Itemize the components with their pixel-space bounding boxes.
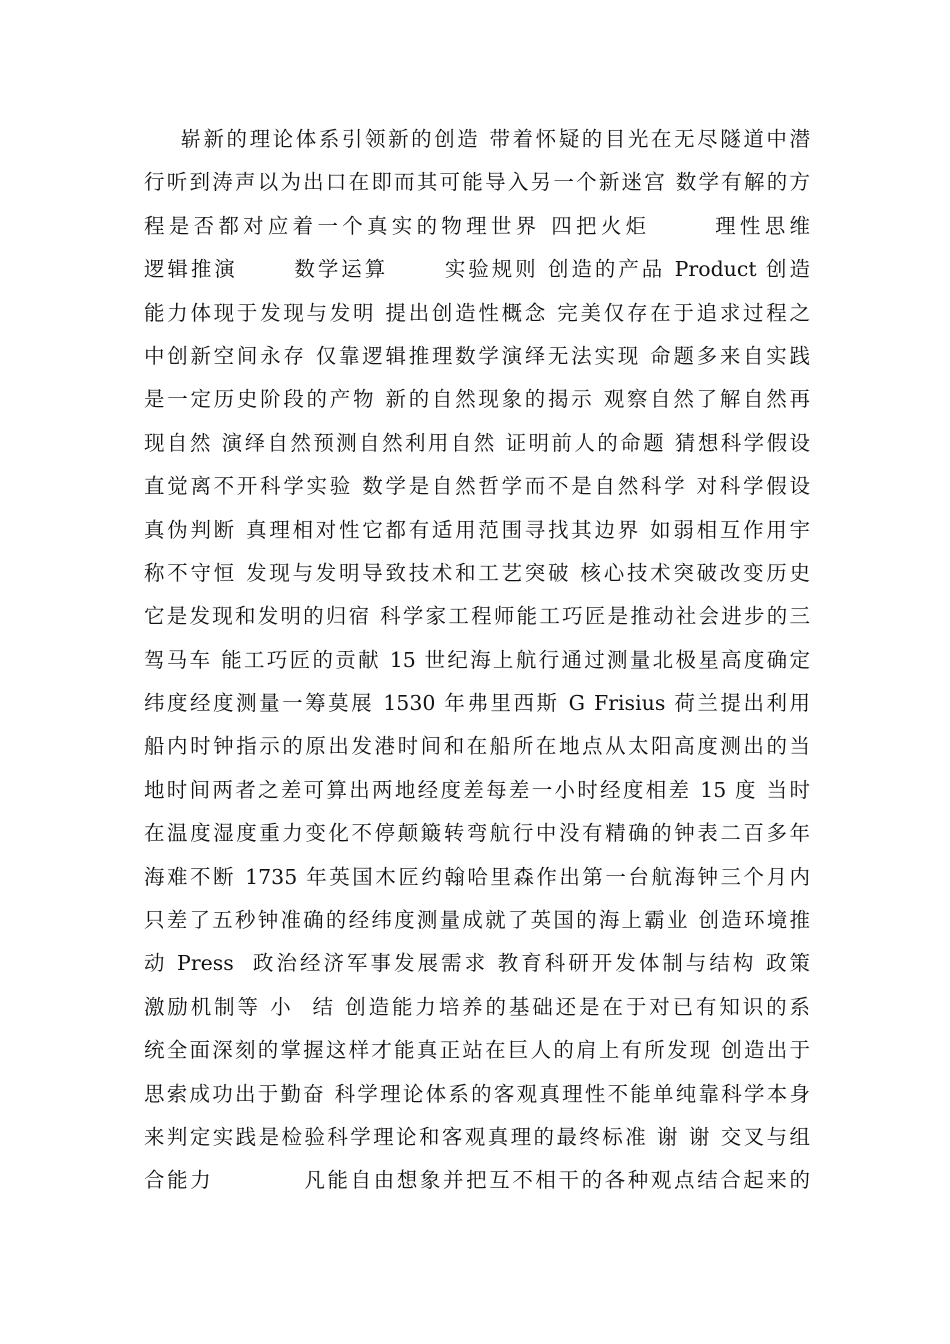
text-line: 真伪判断 真理相对性它都有适用范围寻找其边界 如弱相互作用宇 bbox=[144, 517, 810, 542]
text-line: 思索成功出于勤奋 科学理论体系的客观真理性不能单纯靠科学本身 bbox=[144, 1081, 810, 1106]
text-line: 中创新空间永存 仅靠逻辑推理数学演绎无法实现 命题多来自实践 bbox=[144, 343, 810, 368]
text-line: 直觉离不开科学实验 数学是自然哲学而不是自然科学 对科学假设 bbox=[144, 474, 810, 499]
text-line: 崭新的理论体系引领新的创造 带着怀疑的目光在无尽隧道中潜 bbox=[144, 127, 810, 151]
text-line: 动 Press 政治经济军事发展需求 教育科研开发体制与结构 政策 bbox=[144, 951, 810, 976]
text-line: 驾马车 能工巧匠的贡献 15 世纪海上航行通过测量北极星高度确定 bbox=[144, 647, 810, 672]
text-line: 船内时钟指示的原出发港时间和在船所在地点从太阳高度测出的当 bbox=[144, 734, 810, 759]
text-line: 激励机制等 小 结 创造能力培养的基础还是在于对已有知识的系 bbox=[144, 994, 810, 1019]
text-line: 称不守恒 发现与发明导致技术和工艺突破 核心技术突破改变历史 bbox=[144, 560, 810, 585]
text-line: 海难不断 1735 年英国木匠约翰哈里森作出第一台航海钟三个月内 bbox=[144, 864, 810, 889]
text-line: 统全面深刻的掌握这样才能真正站在巨人的肩上有所发现 创造出于 bbox=[144, 1038, 810, 1063]
text-line: 是一定历史阶段的产物 新的自然现象的揭示 观察自然了解自然再 bbox=[144, 387, 810, 412]
text-line: 程是否都对应着一个真实的物理世界 四把火炬 理性思维 bbox=[144, 213, 810, 238]
text-line: 行听到涛声以为出口在即而其可能导入另一个新迷宫 数学有解的方 bbox=[144, 170, 810, 195]
body-text bbox=[144, 118, 810, 1203]
text-line: 来判定实践是检验科学理论和客观真理的最终标准 谢 谢 交叉与组 bbox=[144, 1124, 810, 1149]
text-line: 能力体现于发现与发明 提出创造性概念 完美仅存在于追求过程之 bbox=[144, 300, 810, 325]
text-line: 逻辑推演 数学运算 实验规则 创造的产品 Product 创造 bbox=[144, 257, 810, 282]
text-line: 合能力 凡能自由想象并把互不相干的各种观点结合起来的 bbox=[144, 1168, 810, 1193]
text-line: 现自然 演绎自然预测自然利用自然 证明前人的命题 猜想科学假设 bbox=[144, 430, 810, 455]
text-line: 在温度湿度重力变化不停颠簸转弯航行中没有精确的钟表二百多年 bbox=[144, 821, 810, 846]
text-line: 纬度经度测量一筹莫展 1530 年弗里西斯 G Frisius 荷兰提出利用 bbox=[144, 691, 810, 716]
text-line: 只差了五秒钟准确的经纬度测量成就了英国的海上霸业 创造环境推 bbox=[144, 908, 810, 933]
text-line: 它是发现和发明的归宿 科学家工程师能工巧匠是推动社会进步的三 bbox=[144, 604, 810, 629]
text-line: 地时间两者之差可算出两地经度差每差一小时经度相差 15 度 当时 bbox=[144, 777, 810, 802]
